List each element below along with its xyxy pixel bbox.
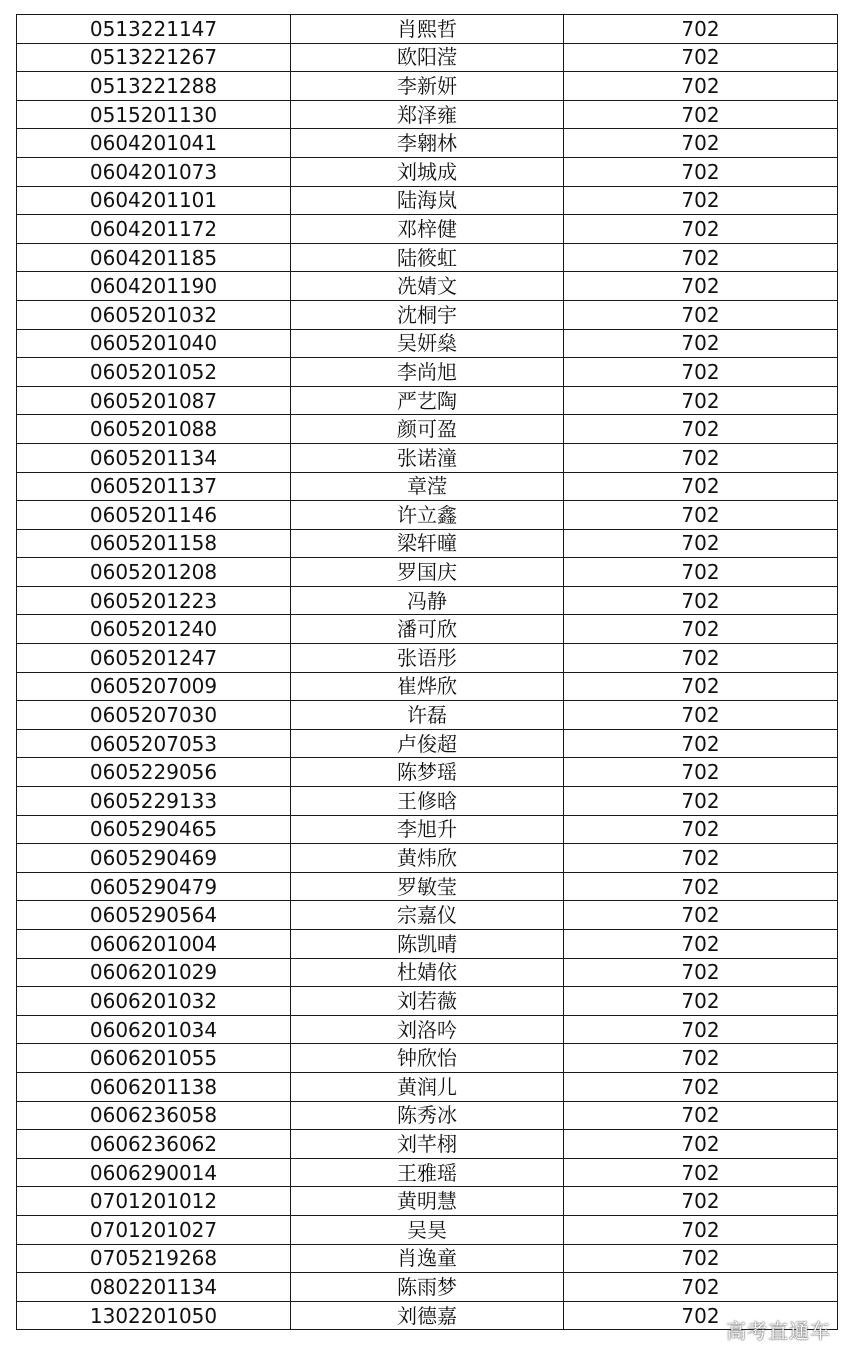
exam-id-cell: 0606201032 (17, 987, 291, 1016)
table-row (17, 615, 838, 644)
table-row (17, 1187, 838, 1216)
exam-id-cell: 0605229133 (17, 787, 291, 816)
table-row (17, 243, 838, 272)
exam-id-cell: 0605201032 (17, 300, 291, 329)
score-cell: 702 (564, 386, 838, 415)
exam-id-cell: 0606201055 (17, 1044, 291, 1073)
exam-id-cell: 0604201041 (17, 129, 291, 158)
score-cell: 702 (564, 1101, 838, 1130)
exam-id-cell: 0605229056 (17, 758, 291, 787)
student-name-cell: 杜婧依 (291, 958, 564, 987)
student-name-cell: 罗国庆 (291, 558, 564, 587)
student-name-cell: 王修晗 (291, 787, 564, 816)
student-name-cell: 陆海岚 (291, 186, 564, 215)
student-name-cell: 许立鑫 (291, 501, 564, 530)
exam-id-cell: 0605290564 (17, 901, 291, 930)
exam-id-cell: 0604201172 (17, 215, 291, 244)
student-name-cell: 潘可欣 (291, 615, 564, 644)
score-cell: 702 (564, 358, 838, 387)
table-row (17, 1015, 838, 1044)
table-row (17, 358, 838, 387)
table-row (17, 186, 838, 215)
score-cell: 702 (564, 1015, 838, 1044)
table-row (17, 443, 838, 472)
table-row (17, 787, 838, 816)
score-cell: 702 (564, 644, 838, 673)
student-name-cell: 刘洛吟 (291, 1015, 564, 1044)
student-name-cell: 崔烨欣 (291, 672, 564, 701)
exam-id-cell: 0705219268 (17, 1244, 291, 1273)
score-cell: 702 (564, 72, 838, 101)
student-name-cell: 陆筱虹 (291, 243, 564, 272)
table-row (17, 844, 838, 873)
score-cell: 702 (564, 701, 838, 730)
table-row (17, 1072, 838, 1101)
score-cell: 702 (564, 729, 838, 758)
student-name-cell: 陈雨梦 (291, 1273, 564, 1302)
table-row (17, 1158, 838, 1187)
score-cell: 702 (564, 415, 838, 444)
table-row (17, 815, 838, 844)
exam-id-cell: 0513221147 (17, 15, 291, 44)
score-cell: 702 (564, 958, 838, 987)
table-row (17, 43, 838, 72)
score-cell: 702 (564, 787, 838, 816)
student-name-cell: 吴妍燊 (291, 329, 564, 358)
exam-id-cell: 0701201012 (17, 1187, 291, 1216)
score-cell: 702 (564, 300, 838, 329)
score-cell: 702 (564, 443, 838, 472)
table-row (17, 558, 838, 587)
score-cell: 702 (564, 1130, 838, 1159)
score-cell: 702 (564, 1215, 838, 1244)
student-name-cell: 黄明慧 (291, 1187, 564, 1216)
score-cell: 702 (564, 672, 838, 701)
exam-id-cell: 0605201087 (17, 386, 291, 415)
student-name-cell: 陈秀冰 (291, 1101, 564, 1130)
table-row (17, 272, 838, 301)
exam-id-cell: 0606201034 (17, 1015, 291, 1044)
table-row (17, 72, 838, 101)
table-row (17, 157, 838, 186)
score-cell: 702 (564, 100, 838, 129)
score-cell: 702 (564, 930, 838, 959)
student-name-cell: 严艺陶 (291, 386, 564, 415)
score-cell: 702 (564, 1187, 838, 1216)
exam-id-cell: 0605290469 (17, 844, 291, 873)
student-name-cell: 邓梓健 (291, 215, 564, 244)
exam-id-cell: 0604201073 (17, 157, 291, 186)
score-cell: 702 (564, 1273, 838, 1302)
score-cell: 702 (564, 472, 838, 501)
score-cell: 702 (564, 501, 838, 530)
table-row (17, 1130, 838, 1159)
exam-id-cell: 0605201137 (17, 472, 291, 501)
table-row (17, 1044, 838, 1073)
score-cell: 702 (564, 215, 838, 244)
student-name-cell: 李尚旭 (291, 358, 564, 387)
student-name-cell: 李新妍 (291, 72, 564, 101)
student-name-cell: 梁轩曈 (291, 529, 564, 558)
student-name-cell: 冯静 (291, 586, 564, 615)
score-cell: 702 (564, 272, 838, 301)
student-name-cell: 刘城成 (291, 157, 564, 186)
exam-id-cell: 0606201004 (17, 930, 291, 959)
student-name-cell: 卢俊超 (291, 729, 564, 758)
table-row (17, 644, 838, 673)
table-row (17, 215, 838, 244)
score-cell: 702 (564, 329, 838, 358)
exam-id-cell: 0606201029 (17, 958, 291, 987)
student-name-cell: 李翱林 (291, 129, 564, 158)
score-cell: 702 (564, 872, 838, 901)
student-name-cell: 陈梦瑶 (291, 758, 564, 787)
exam-id-cell: 0515201130 (17, 100, 291, 129)
exam-id-cell: 1302201050 (17, 1301, 291, 1330)
table-row (17, 729, 838, 758)
table-row (17, 701, 838, 730)
student-name-cell: 陈凯晴 (291, 930, 564, 959)
exam-id-cell: 0604201185 (17, 243, 291, 272)
student-name-cell: 罗敏莹 (291, 872, 564, 901)
table-row (17, 1273, 838, 1302)
watermark-text: 高考直通车 (726, 1319, 831, 1343)
exam-id-cell: 0606236062 (17, 1130, 291, 1159)
table-row (17, 958, 838, 987)
student-name-cell: 钟欣怡 (291, 1044, 564, 1073)
exam-id-cell: 0605207053 (17, 729, 291, 758)
student-name-cell: 章滢 (291, 472, 564, 501)
table-row (17, 1301, 838, 1330)
exam-id-cell: 0605201040 (17, 329, 291, 358)
exam-id-cell: 0605207030 (17, 701, 291, 730)
student-name-cell: 肖熙哲 (291, 15, 564, 44)
student-name-cell: 许磊 (291, 701, 564, 730)
table-row (17, 100, 838, 129)
student-name-cell: 张语彤 (291, 644, 564, 673)
score-cell: 702 (564, 901, 838, 930)
score-cell: 702 (564, 815, 838, 844)
score-cell: 702 (564, 43, 838, 72)
student-name-cell: 李旭升 (291, 815, 564, 844)
score-table-container (16, 14, 837, 1330)
exam-id-cell: 0604201190 (17, 272, 291, 301)
score-cell: 702 (564, 243, 838, 272)
student-name-cell: 黄润儿 (291, 1072, 564, 1101)
table-row (17, 586, 838, 615)
exam-id-cell: 0513221267 (17, 43, 291, 72)
score-cell: 702 (564, 1044, 838, 1073)
exam-id-cell: 0513221288 (17, 72, 291, 101)
table-row (17, 987, 838, 1016)
exam-id-cell: 0605201208 (17, 558, 291, 587)
table-row (17, 1215, 838, 1244)
exam-id-cell: 0605201223 (17, 586, 291, 615)
table-row (17, 329, 838, 358)
student-name-cell: 张诺潼 (291, 443, 564, 472)
table-row (17, 300, 838, 329)
student-name-cell: 刘芊栩 (291, 1130, 564, 1159)
score-table (16, 14, 838, 1330)
score-cell: 702 (564, 1072, 838, 1101)
student-name-cell: 郑泽雍 (291, 100, 564, 129)
student-name-cell: 王雅瑶 (291, 1158, 564, 1187)
exam-id-cell: 0605201146 (17, 501, 291, 530)
exam-id-cell: 0606236058 (17, 1101, 291, 1130)
table-row (17, 472, 838, 501)
student-name-cell: 刘若薇 (291, 987, 564, 1016)
exam-id-cell: 0605201240 (17, 615, 291, 644)
score-cell: 702 (564, 1244, 838, 1273)
exam-id-cell: 0605201052 (17, 358, 291, 387)
table-row (17, 415, 838, 444)
student-name-cell: 黄炜欣 (291, 844, 564, 873)
student-name-cell: 冼婧文 (291, 272, 564, 301)
table-row (17, 529, 838, 558)
exam-id-cell: 0605201247 (17, 644, 291, 673)
score-cell: 702 (564, 1301, 838, 1330)
student-name-cell: 吴昊 (291, 1215, 564, 1244)
student-name-cell: 刘德嘉 (291, 1301, 564, 1330)
score-cell: 702 (564, 157, 838, 186)
student-name-cell: 颜可盈 (291, 415, 564, 444)
score-cell: 702 (564, 529, 838, 558)
exam-id-cell: 0605207009 (17, 672, 291, 701)
score-cell: 702 (564, 758, 838, 787)
exam-id-cell: 0605290479 (17, 872, 291, 901)
score-cell: 702 (564, 1158, 838, 1187)
table-row (17, 1244, 838, 1273)
exam-id-cell: 0606201138 (17, 1072, 291, 1101)
student-name-cell: 肖逸童 (291, 1244, 564, 1273)
table-row (17, 129, 838, 158)
table-row (17, 872, 838, 901)
score-table-body (17, 15, 838, 1330)
score-cell: 702 (564, 586, 838, 615)
exam-id-cell: 0604201101 (17, 186, 291, 215)
score-cell: 702 (564, 558, 838, 587)
score-cell: 702 (564, 987, 838, 1016)
exam-id-cell: 0701201027 (17, 1215, 291, 1244)
table-row (17, 501, 838, 530)
table-row (17, 672, 838, 701)
exam-id-cell: 0605201088 (17, 415, 291, 444)
score-cell: 702 (564, 844, 838, 873)
table-row (17, 758, 838, 787)
score-cell: 702 (564, 15, 838, 44)
exam-id-cell: 0605201158 (17, 529, 291, 558)
table-row (17, 386, 838, 415)
score-cell: 702 (564, 615, 838, 644)
student-name-cell: 沈桐宇 (291, 300, 564, 329)
exam-id-cell: 0606290014 (17, 1158, 291, 1187)
student-name-cell: 欧阳滢 (291, 43, 564, 72)
table-row (17, 1101, 838, 1130)
table-row (17, 901, 838, 930)
student-name-cell: 宗嘉仪 (291, 901, 564, 930)
exam-id-cell: 0802201134 (17, 1273, 291, 1302)
exam-id-cell: 0605290465 (17, 815, 291, 844)
table-row (17, 15, 838, 44)
score-cell: 702 (564, 129, 838, 158)
score-cell: 702 (564, 186, 838, 215)
exam-id-cell: 0605201134 (17, 443, 291, 472)
table-row (17, 930, 838, 959)
